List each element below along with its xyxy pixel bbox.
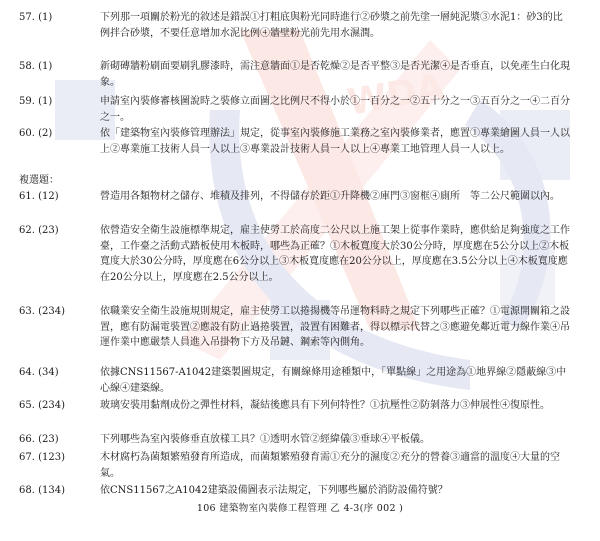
question-number: 63. (234) [19,306,65,317]
question-text: 下列那一項關於粉光的敘述是錯誤①打粗底與粉光同時進行②砂漿之前先塗一層純泥漿③水泥1：砂3的比例拌合砂漿，不要任意增加水泥比例④牆壁粉光前先用水濕潤。 [100,12,563,39]
question-number: 58. (1) [19,61,53,72]
question-text: 依據CNS11567-A1042建築製圖規定，有關線條用途種類中，「單點線」之用途為①地界線②隱蔽線③中心線④建築線。 [100,367,567,394]
question-text: 依CNS11567之A1042建築設備圖表示法規定，下列哪些屬於消防設備符號？ [100,485,448,496]
watermark-text: WDA [344,66,448,124]
question-number: 66. (23) [19,434,59,445]
question-number: 68. (134) [19,485,65,496]
question-text: 下列哪些為室內裝修垂直放樣工具？①透明水管②經緯儀③垂球④平板儀。 [100,434,430,445]
section-label-multi: 複選題： [19,175,59,186]
question-number: 67. (123) [19,452,65,463]
question-text: 依營造安全衛生設施標準規定，雇主使勞工於高度二公尺以上施工架上從事作業時，應供給足夠強度之工作臺，工作臺之活動式踏板使用木板時，哪些為正確？①木板寬度大於30公分時，厚度應在5公分以上②木板寬度大於30公分時，厚度應在6公分以上③木板寬度應在20公分以上，厚度應在3.5公分以上④木板寬度應在20公分以上，厚度應在2.5公分以上。 [100,225,570,283]
question-number: 64. (34) [19,367,59,378]
page-footer: 106 建築物室內裝修工程管理 乙 4-3(序 002 ) [196,503,404,514]
question-number: 65. (234) [19,400,65,411]
question-number: 62. (23) [19,225,59,236]
question-number: 61. (12) [19,191,59,202]
question-text: 營造用各類物材之儲存、堆積及排列，不得儲存於距①升降機②庫門③窗框④廁所 等二公尺範圍以內。 [100,191,560,202]
question-text: 依「建築物室內裝修管理辦法」規定，從事室內裝修施工業務之室內裝修業者，應置①專業繪圖人員一人以上②專業施工技術人員一人以上③專業設計技術人員一人以上④專業工地管理人員一人以上。 [100,128,570,155]
question-text: 依職業安全衛生設施規則規定，雇主使勞工以捲揚機等吊運物料時之規定下列哪些正確？①電源開關箱之設置，應有防漏電裝置②應設有防止過捲裝置，設置有困難者，得以標示代替之③應避免鄰近電力線作業④吊運作業中應嚴禁人員進入吊掛物下方及吊鏈、鋼索等內側角。 [100,306,570,349]
question-text: 申請室內裝修審核圖說時之裝修立面圖之比例尺不得小於①一百分之一②五十分之一③五百分之一④二百分之一。 [100,96,570,123]
question-text: 玻璃安裝用黏劑成份之彈性材料，凝結後應具有下列何特性？①抗壓性②防剝落力③伸展性④復原性。 [100,400,550,411]
question-number: 59. (1) [19,96,53,107]
question-number: 60. (2) [19,128,53,139]
question-number: 57. (1) [19,12,53,23]
question-text: 新砌磚牆粉刷面要刷乳膠漆時，需注意牆面①是否乾燥②是否平整③是否光潔④是否垂直，以免產生白化現象。 [100,61,570,88]
question-text: 木材腐朽為菌類繁殖發育所造成，而菌類繁殖發育需①充分的濕度②充分的營養③適當的溫度④大量的空氣。 [100,452,560,479]
